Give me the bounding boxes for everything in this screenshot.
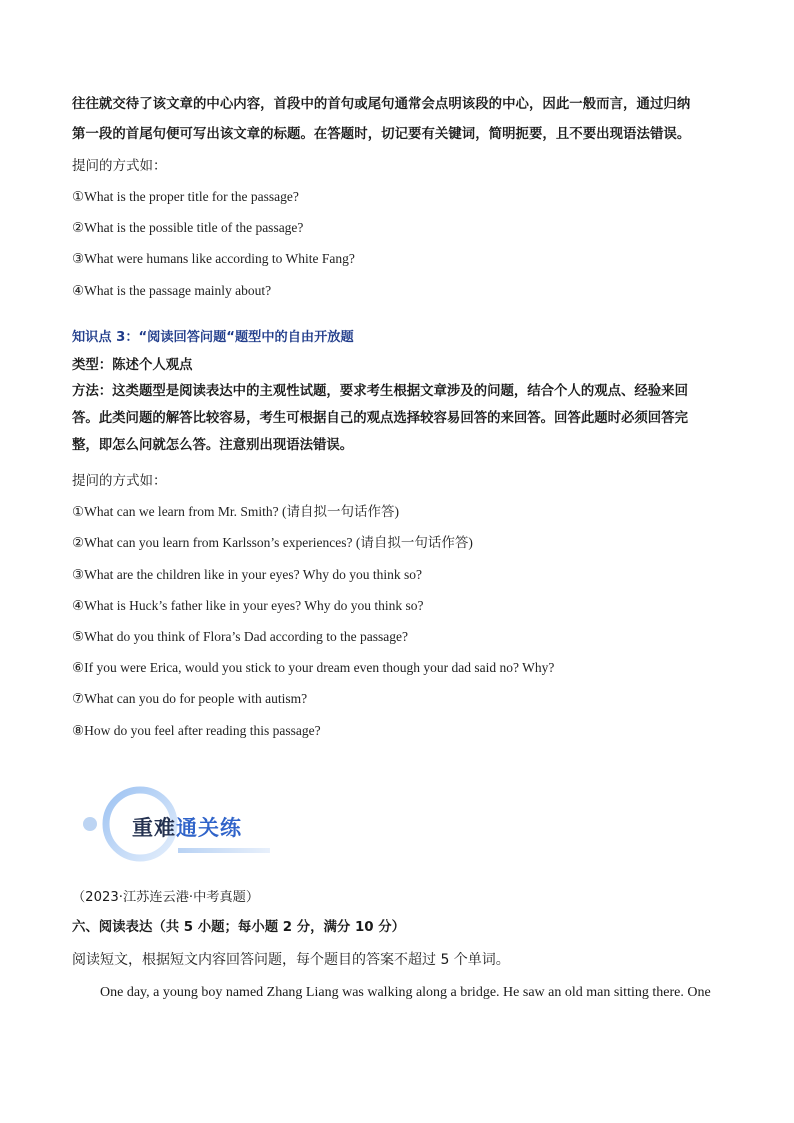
ask-label-1: 提问的方式如： bbox=[72, 158, 167, 174]
method-line-2: 答。此类问题的解答比较容易，考生可根据自己的观点选择较容易回答的来回答。回答此题时必须回答完 bbox=[72, 411, 688, 426]
banner-title-part1: 重难 bbox=[132, 816, 176, 840]
knowledge-point-3-heading: 知识点 3：“阅读回答问题“题型中的自由开放题 bbox=[72, 330, 354, 345]
question-item: ⑦What can you do for people with autism? bbox=[72, 691, 308, 706]
question-item: ③What were humans like according to White Fang? bbox=[72, 251, 355, 266]
passage-line-1: One day, a young boy named Zhang Liang was walking along a bridge. He saw an old man sitting there. One bbox=[100, 985, 711, 1000]
banner-underline bbox=[178, 848, 270, 853]
section-banner-title bbox=[132, 812, 242, 842]
question-item: ①What can we learn from Mr. Smith? (请自拟一句话作答) bbox=[72, 504, 400, 519]
question-item: ②What can you learn from Karlsson’s experiences? (请自拟一句话作答) bbox=[72, 535, 473, 550]
question-item: ①What is the proper title for the passage? bbox=[72, 189, 299, 204]
question-item: ④What is Huck’s father like in your eyes? Why do you think so? bbox=[72, 598, 424, 613]
question-item: ②What is the possible title of the passage? bbox=[72, 220, 304, 235]
question-item: ⑧How do you feel after reading this passage? bbox=[72, 723, 321, 738]
exam-section-title: 六、阅读表达（共 5 小题；每小题 2 分，满分 10 分） bbox=[72, 920, 406, 935]
question-item: ④What is the passage mainly about? bbox=[72, 283, 272, 298]
method-line-1: 方法：这类题型是阅读表达中的主观性试题，要求考生根据文章涉及的问题，结合个人的观点、经验来回 bbox=[72, 384, 688, 399]
question-item: ⑤What do you think of Flora’s Dad according to the passage? bbox=[72, 629, 409, 644]
question-item: ⑥If you were Erica, would you stick to your dream even though your dad said no? Why? bbox=[72, 660, 555, 675]
banner-title-part2: 通关练 bbox=[176, 816, 242, 840]
type-line: 类型：陈述个人观点 bbox=[72, 358, 193, 373]
method-line-3: 整，即怎么问就怎么答。注意别出现语法错误。 bbox=[72, 438, 354, 453]
ask-label-2: 提问的方式如： bbox=[72, 473, 167, 489]
question-item: ③What are the children like in your eyes? Why do you think so? bbox=[72, 567, 423, 582]
exam-source: （2023·江苏连云港·中考真题） bbox=[72, 890, 260, 905]
intro-line-1: 往往就交待了该文章的中心内容，首段中的首句或尾句通常会点明该段的中心，因此一般而言，通过归纳 bbox=[72, 97, 691, 112]
exam-instruction: 阅读短文，根据短文内容回答问题，每个题目的答案不超过 5 个单词。 bbox=[72, 952, 510, 968]
intro-line-2: 第一段的首尾句便可写出该文章的标题。在答题时，切记要有关键词，简明扼要，且不要出现语法错误。 bbox=[72, 127, 691, 142]
banner-dot bbox=[83, 817, 97, 831]
